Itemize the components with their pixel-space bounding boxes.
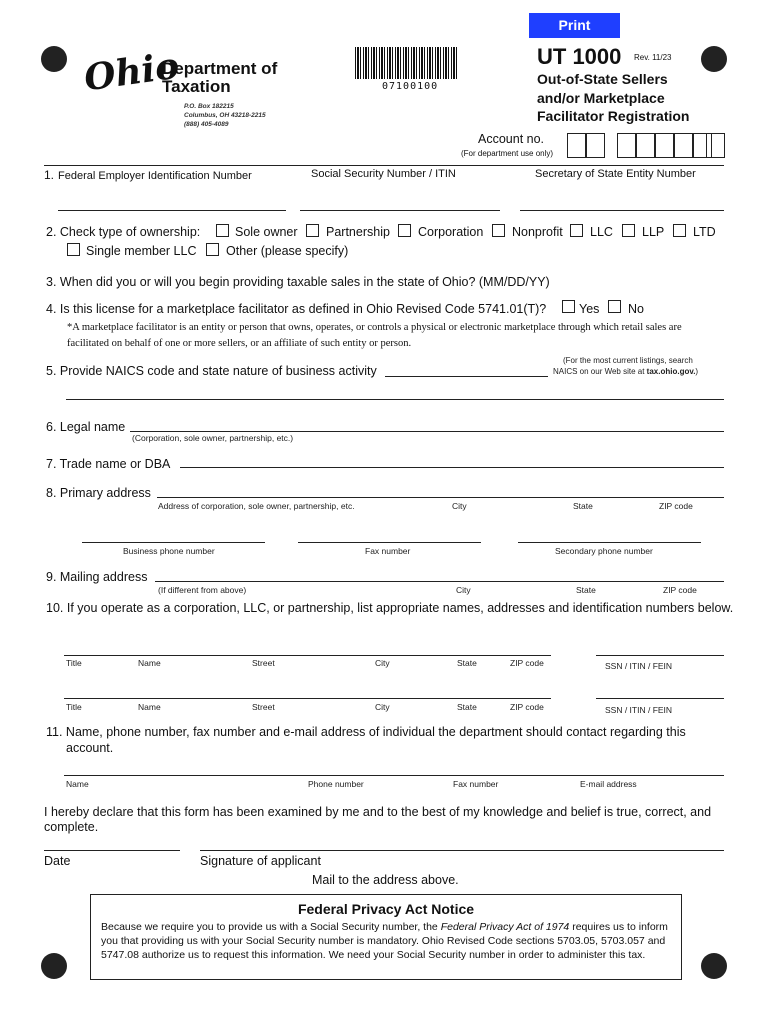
- barcode: [355, 47, 459, 79]
- title-line3: Facilitator Registration: [537, 108, 690, 124]
- account-digit-box[interactable]: [617, 133, 636, 158]
- address-line3: (888) 405-4089: [184, 121, 229, 128]
- registration-mark: [41, 953, 67, 979]
- naics-label: 5. Provide NAICS code and state nature of business activity: [46, 364, 377, 378]
- mailing-address-field[interactable]: [155, 581, 724, 582]
- single-member-llc-checkbox[interactable]: [67, 243, 80, 256]
- officer-street-col: Street: [252, 702, 275, 712]
- marketplace-label: 4. Is this license for a marketplace facilitator as defined in Ohio Revised Code 5741.01(T)?: [46, 302, 547, 316]
- legal-name-sub: (Corporation, sole owner, partnership, etc.): [132, 433, 294, 443]
- contact-field[interactable]: [64, 775, 724, 776]
- nonprofit-label: Nonprofit: [512, 225, 563, 239]
- officer-state-col: State: [457, 702, 477, 712]
- officer-title-col: Title: [66, 702, 82, 712]
- business-phone-field[interactable]: [82, 542, 265, 543]
- ownership-label: 2. Check type of ownership:: [46, 225, 201, 239]
- privacy-body-pre: Because we require you to provide us with a Social Security number, the: [101, 921, 441, 933]
- marketplace-no-checkbox[interactable]: [608, 300, 621, 313]
- ssn-field[interactable]: [300, 210, 500, 211]
- section1-number: 1.: [44, 168, 55, 182]
- officer-name-col: Name: [138, 658, 161, 668]
- officers-label: 10. If you operate as a corporation, LLC, or partnership, list appropriate names, addresses and identification numbers below.: [46, 601, 734, 615]
- nonprofit-checkbox[interactable]: [492, 224, 505, 237]
- officer-id-col: SSN / ITIN / FEIN: [605, 705, 673, 715]
- business-phone-sub: Business phone number: [123, 546, 215, 556]
- privacy-act-name: Federal Privacy Act of 1974: [440, 921, 570, 933]
- form-title: [537, 70, 689, 126]
- llc-label: LLC: [590, 225, 613, 239]
- privacy-notice: [90, 894, 682, 980]
- address-line2: Columbus, OH 43218-2215: [184, 112, 266, 119]
- officer-state-col: State: [457, 658, 477, 668]
- fein-label: Federal Employer Identification Number: [58, 170, 252, 182]
- date-field[interactable]: [44, 850, 180, 851]
- secondary-phone-sub: Secondary phone number: [555, 546, 653, 556]
- section1-top-line: [44, 165, 724, 166]
- registration-mark: [41, 46, 67, 72]
- contact-email-col: E-mail address: [580, 779, 637, 789]
- account-digit-box[interactable]: [636, 133, 655, 158]
- account-digit-box[interactable]: [567, 133, 586, 158]
- primary-address-label: 8. Primary address: [46, 486, 151, 500]
- contact-phone-col: Phone number: [308, 779, 364, 789]
- account-digit-box[interactable]: [674, 133, 693, 158]
- officer-2-id-field[interactable]: [596, 698, 724, 699]
- naics-hint-line2: [553, 367, 698, 376]
- fax-field[interactable]: [298, 542, 481, 543]
- dept-line1: Department of: [162, 59, 278, 78]
- signature-label: Signature of applicant: [200, 854, 321, 868]
- form-number: UT 1000: [537, 44, 622, 69]
- sole-owner-label: Sole owner: [235, 225, 298, 239]
- tax-ohio-link[interactable]: tax.ohio.gov.: [646, 367, 696, 376]
- title-line1: Out-of-State Sellers: [537, 71, 668, 87]
- mail-instruction: Mail to the address above.: [312, 873, 459, 887]
- barcode-number: 07100100: [382, 81, 439, 92]
- partnership-label: Partnership: [326, 225, 390, 239]
- ltd-checkbox[interactable]: [673, 224, 686, 237]
- marketplace-no-label: No: [628, 302, 644, 316]
- other-checkbox[interactable]: [206, 243, 219, 256]
- sos-field[interactable]: [520, 210, 724, 211]
- mailing-state-sub: State: [576, 585, 596, 595]
- mailing-zip-sub: ZIP code: [663, 585, 697, 595]
- officer-city-col: City: [375, 702, 390, 712]
- start-date-label: 3. When did you or will you begin providing taxable sales in the state of Ohio? (MM/DD/YY): [46, 275, 550, 289]
- officer-row-1-field[interactable]: [64, 655, 551, 656]
- department-address: [184, 102, 266, 129]
- officer-city-col: City: [375, 658, 390, 668]
- naics-hint-suffix: ): [695, 367, 699, 376]
- title-line2: and/or Marketplace: [537, 89, 665, 106]
- llc-checkbox[interactable]: [570, 224, 583, 237]
- privacy-body-post: requires us to inform you that providing us with your Social Security number is mandatory. Ohio Revised Code sections 5703.05, 5703.057 and 5747.08 authorize us to request this information. We need your Social Security number in order to administer this tax.: [101, 921, 668, 961]
- naics-hint-prefix: NAICS on our Web site at: [553, 367, 647, 376]
- naics-field[interactable]: [385, 376, 548, 377]
- officer-1-id-field[interactable]: [596, 655, 724, 656]
- trade-name-field[interactable]: [180, 467, 724, 468]
- primary-state-sub: State: [573, 501, 593, 511]
- account-label: Account no.: [478, 132, 545, 146]
- registration-mark: [701, 46, 727, 72]
- declaration-line2: complete.: [44, 820, 99, 834]
- corporation-label: Corporation: [418, 225, 484, 239]
- officer-id-col: SSN / ITIN / FEIN: [605, 661, 673, 671]
- sos-label: Secretary of State Entity Number: [535, 168, 696, 180]
- marketplace-note: *A marketplace facilitator is an entity or person that owns, operates, or controls a physical or electronic marketplace through which retail sales are facilitated on behalf of one or more sellers, or an affiliate of such entity or person.: [67, 322, 682, 349]
- ltd-label: LTD: [693, 225, 716, 239]
- naics-field-line2[interactable]: [66, 399, 724, 400]
- account-note: (For department use only): [461, 149, 554, 158]
- legal-name-label: 6. Legal name: [46, 420, 126, 434]
- llp-checkbox[interactable]: [622, 224, 635, 237]
- signature-field[interactable]: [200, 850, 724, 851]
- fein-field[interactable]: [58, 210, 286, 211]
- officer-street-col: Street: [252, 658, 275, 668]
- officer-row-2-field[interactable]: [64, 698, 551, 699]
- contact-label-line1: 11. Name, phone number, fax number and e-mail address of individual the department should contact regarding this: [46, 725, 686, 739]
- department-name: [162, 60, 277, 96]
- account-digit-box[interactable]: [655, 133, 674, 158]
- naics-hint-line1: (For the most current listings, search: [563, 356, 693, 365]
- account-digit-box[interactable]: [586, 133, 605, 158]
- account-digit-box[interactable]: [706, 133, 725, 158]
- mailing-diff-sub: (If different from above): [158, 585, 247, 595]
- contact-name-col: Name: [66, 779, 89, 789]
- date-label: Date: [44, 854, 71, 868]
- partnership-checkbox[interactable]: [306, 224, 319, 237]
- fax-sub: Fax number: [365, 546, 411, 556]
- secondary-phone-field[interactable]: [518, 542, 701, 543]
- mailing-address-label: 9. Mailing address: [46, 570, 148, 584]
- other-label: Other (please specify): [226, 244, 349, 258]
- privacy-body: [101, 920, 676, 962]
- llp-label: LLP: [642, 225, 665, 239]
- privacy-title: Federal Privacy Act Notice: [297, 901, 475, 917]
- declaration-line1: I hereby declare that this form has been examined by me and to the best of my knowledge and belief is true, correct, and: [44, 805, 712, 819]
- primary-city-sub: City: [452, 501, 467, 511]
- officer-name-col: Name: [138, 702, 161, 712]
- sole-owner-checkbox[interactable]: [216, 224, 229, 237]
- dept-line2: Taxation: [162, 77, 231, 96]
- ohio-logo: Ohio: [81, 44, 182, 100]
- revision-label: Rev. 11/23: [634, 53, 672, 62]
- marketplace-yes-checkbox[interactable]: [562, 300, 575, 313]
- contact-label-line2: account.: [66, 741, 114, 755]
- primary-address-sub: Address of corporation, sole owner, partnership, etc.: [158, 501, 355, 511]
- trade-name-label: 7. Trade name or DBA: [46, 457, 171, 471]
- officer-zip-col: ZIP code: [510, 658, 544, 668]
- corporation-checkbox[interactable]: [398, 224, 411, 237]
- primary-zip-sub: ZIP code: [659, 501, 693, 511]
- marketplace-yes-label: Yes: [579, 302, 600, 316]
- registration-mark: [701, 953, 727, 979]
- address-line1: P.O. Box 182215: [184, 103, 234, 110]
- contact-fax-col: Fax number: [453, 779, 499, 789]
- single-member-llc-label: Single member LLC: [86, 244, 197, 258]
- legal-name-field[interactable]: [130, 431, 724, 432]
- ssn-label: Social Security Number / ITIN: [311, 168, 456, 180]
- primary-address-field[interactable]: [157, 497, 724, 498]
- officer-title-col: Title: [66, 658, 82, 668]
- print-button[interactable]: Print: [529, 13, 620, 38]
- officer-zip-col: ZIP code: [510, 702, 544, 712]
- mailing-city-sub: City: [456, 585, 471, 595]
